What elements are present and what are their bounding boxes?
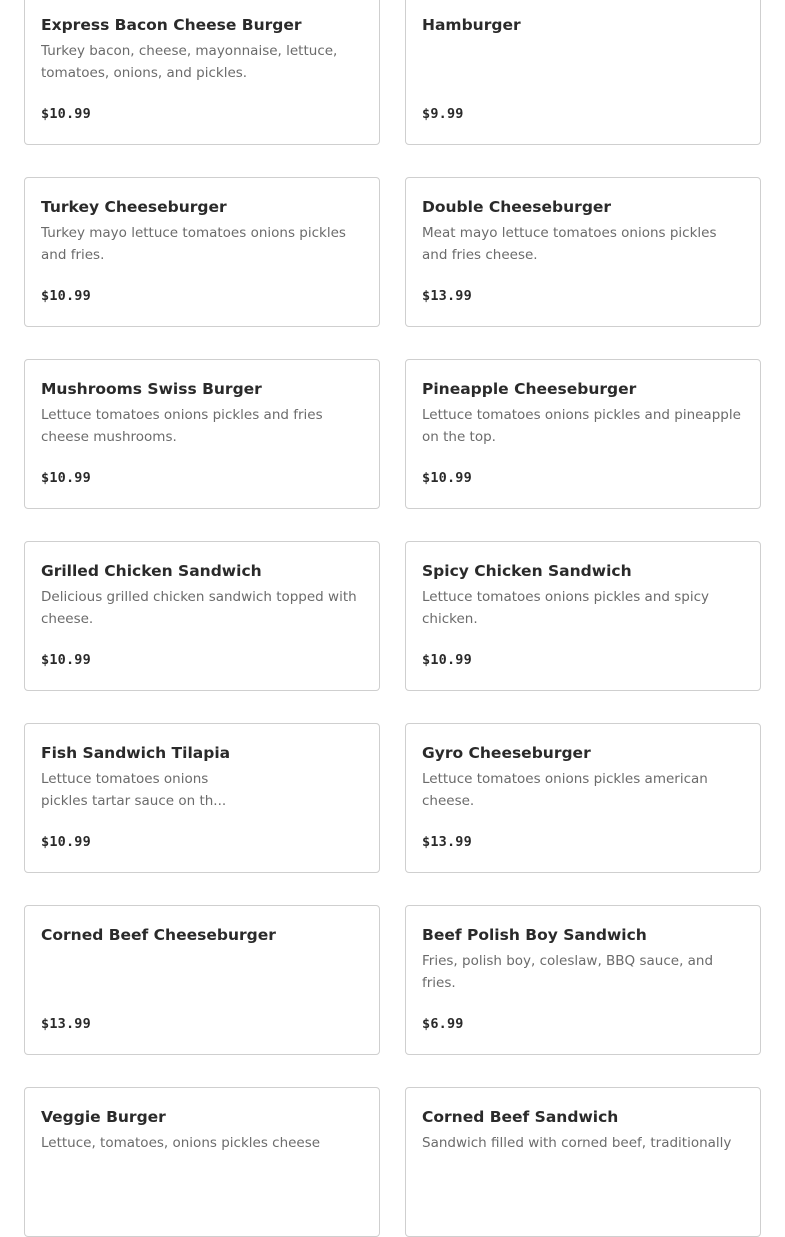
item-description: Turkey mayo lettuce tomatoes onions pickles and fries. (41, 225, 346, 263)
item-description: Lettuce tomatoes onions pickles american cheese. (422, 771, 708, 809)
item-name: Gyro Cheeseburger (422, 744, 591, 762)
menu-item-card[interactable] (405, 1087, 761, 1237)
menu-item-card[interactable] (405, 0, 761, 145)
menu-item-card[interactable] (405, 541, 761, 691)
item-description: Turkey bacon, cheese, mayonnaise, lettuce, tomatoes, onions, and pickles. (41, 43, 338, 81)
menu-item-card[interactable] (24, 905, 380, 1055)
item-price: $10.99 (41, 470, 91, 486)
item-name: Grilled Chicken Sandwich (41, 562, 262, 580)
menu-item-card[interactable] (24, 177, 380, 327)
menu-item-card[interactable] (405, 359, 761, 509)
item-price: $10.99 (422, 652, 472, 668)
menu-item-card[interactable] (24, 541, 380, 691)
item-description: Lettuce, tomatoes, onions pickles cheese (41, 1135, 321, 1151)
item-name: Express Bacon Cheese Burger (41, 16, 302, 34)
item-price: $10.99 (41, 834, 91, 850)
menu-item-card[interactable] (24, 0, 380, 145)
item-description: Fries, polish boy, coleslaw, BBQ sauce, and fries. (422, 953, 714, 991)
item-description: Sandwich filled with corned beef, traditionally (422, 1135, 732, 1151)
item-name: Pineapple Cheeseburger (422, 380, 637, 398)
menu-item-card[interactable] (405, 723, 761, 873)
item-price: $6.99 (422, 1016, 464, 1032)
menu-item-card[interactable] (405, 177, 761, 327)
item-name: Veggie Burger (41, 1108, 166, 1126)
item-name: Corned Beef Cheeseburger (41, 926, 276, 944)
item-description: Lettuce tomatoes onions pickles and spicy chicken. (422, 589, 710, 627)
menu-item-card[interactable] (24, 359, 380, 509)
item-price: $10.99 (422, 470, 472, 486)
item-price: $13.99 (422, 288, 472, 304)
item-price: $9.99 (422, 106, 464, 122)
item-price: $10.99 (41, 106, 91, 122)
item-name: Mushrooms Swiss Burger (41, 380, 262, 398)
item-name: Turkey Cheeseburger (41, 198, 227, 216)
item-description: Lettuce tomatoes onions pickles tartar sauce on th... (41, 771, 227, 809)
menu-grid (24, 0, 761, 1237)
item-price: $13.99 (422, 834, 472, 850)
item-name: Beef Polish Boy Sandwich (422, 926, 647, 944)
menu-item-card[interactable] (24, 1087, 380, 1237)
item-name: Fish Sandwich Tilapia (41, 744, 231, 762)
menu-item-card[interactable] (24, 723, 380, 873)
item-name: Hamburger (422, 16, 521, 34)
item-price: $10.99 (41, 652, 91, 668)
item-name: Spicy Chicken Sandwich (422, 562, 632, 580)
item-description: Lettuce tomatoes onions pickles and pineapple on the top. (422, 407, 741, 445)
item-description: Delicious grilled chicken sandwich topped with cheese. (41, 589, 357, 627)
menu-item-card[interactable] (405, 905, 761, 1055)
item-price: $10.99 (41, 288, 91, 304)
item-name: Corned Beef Sandwich (422, 1108, 619, 1126)
item-description: Meat mayo lettuce tomatoes onions pickles and fries cheese. (422, 225, 717, 263)
item-description: Lettuce tomatoes onions pickles and fries cheese mushrooms. (41, 407, 323, 445)
item-price: $13.99 (41, 1016, 91, 1032)
item-name: Double Cheeseburger (422, 198, 612, 216)
